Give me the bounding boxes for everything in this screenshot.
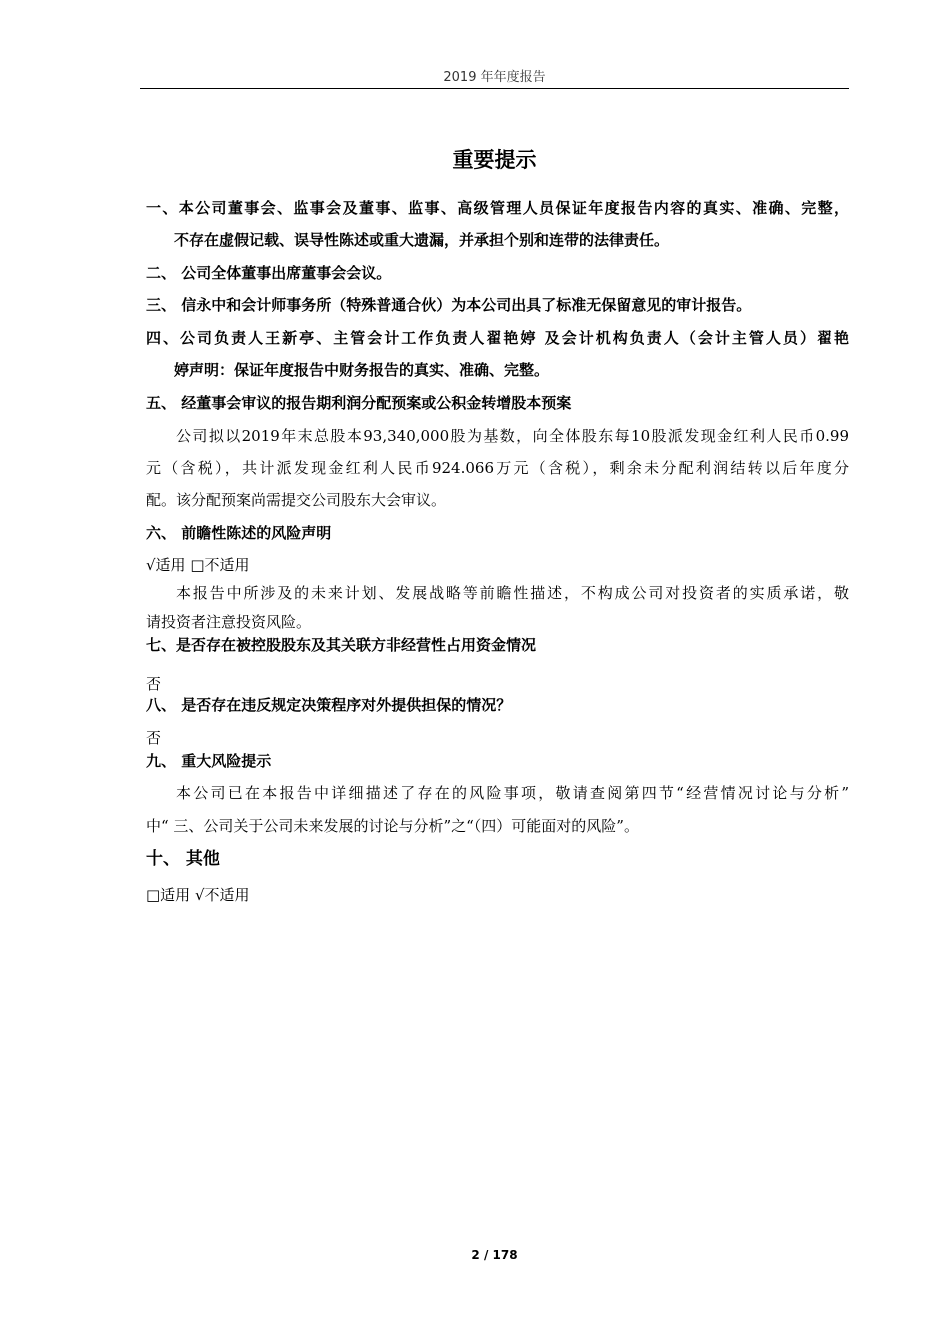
item-9-line-1: 本公司已在本报告中详细描述了存在的风险事项，敬请查阅第四节“经营情况讨论与分析” bbox=[176, 784, 849, 802]
item-7-heading: 七、是否存在被控股股东及其关联方非经营性占用资金情况 bbox=[146, 636, 537, 654]
item-9-heading: 九、 重大风险提示 bbox=[146, 752, 272, 770]
item-2: 二、 公司全体董事出席董事会会议。 bbox=[146, 264, 392, 282]
item-9-line-2: 中“ 三、公司关于公司未来发展的讨论与分析”之“（四）可能面对的风险”。 bbox=[146, 817, 639, 835]
item-4-line-2: 婷声明：保证年度报告中财务报告的真实、准确、完整。 bbox=[174, 361, 550, 379]
item-6-choice: √适用 □不适用 bbox=[146, 556, 250, 574]
item-5-line-2: 元（含税），共计派发现金红利人民币924.066万元（含税），剩余未分配利润结转以后年度分 bbox=[146, 459, 849, 477]
item-6-heading: 六、 前瞻性陈述的风险声明 bbox=[146, 524, 332, 542]
item-10-heading: 十、 其他 bbox=[146, 849, 220, 869]
item-4-line-1: 四、公司负责人王新亭、主管会计工作负责人翟艳婷 及会计机构负责人（会计主管人员）翟艳 bbox=[146, 329, 849, 347]
item-8-heading: 八、 是否存在违反规定决策程序对外提供担保的情况？ bbox=[146, 696, 512, 714]
page-header: 2019 年年度报告 bbox=[443, 70, 546, 85]
item-5-line-1: 公司拟以2019年末总股本93,340,000股为基数，向全体股东每10股派发现金红利人民币0.99 bbox=[176, 427, 849, 445]
item-5-heading: 五、 经董事会审议的报告期利润分配预案或公积金转增股本预案 bbox=[146, 394, 572, 412]
item-1-line-2: 不存在虚假记载、误导性陈述或重大遗漏，并承担个别和连带的法律责任。 bbox=[174, 231, 670, 249]
item-1-line-1: 一、本公司董事会、监事会及董事、监事、高级管理人员保证年度报告内容的真实、准确、完整， bbox=[146, 199, 849, 217]
page-number: 2 / 178 bbox=[471, 1248, 518, 1262]
item-6-line-2: 请投资者注意投资风险。 bbox=[146, 613, 312, 631]
item-8-answer: 否 bbox=[146, 729, 162, 747]
item-10-choice: □适用 √不适用 bbox=[146, 886, 250, 904]
item-6-line-1: 本报告中所涉及的未来计划、发展战略等前瞻性描述，不构成公司对投资者的实质承诺，敬 bbox=[176, 584, 849, 602]
item-3: 三、 信永中和会计师事务所（特殊普通合伙）为本公司出具了标准无保留意见的审计报告。 bbox=[146, 296, 752, 314]
item-7-answer: 否 bbox=[146, 675, 162, 693]
header-divider bbox=[140, 88, 849, 89]
page-title: 重要提示 bbox=[452, 148, 537, 172]
item-5-line-3: 配。该分配预案尚需提交公司股东大会审议。 bbox=[146, 491, 447, 509]
